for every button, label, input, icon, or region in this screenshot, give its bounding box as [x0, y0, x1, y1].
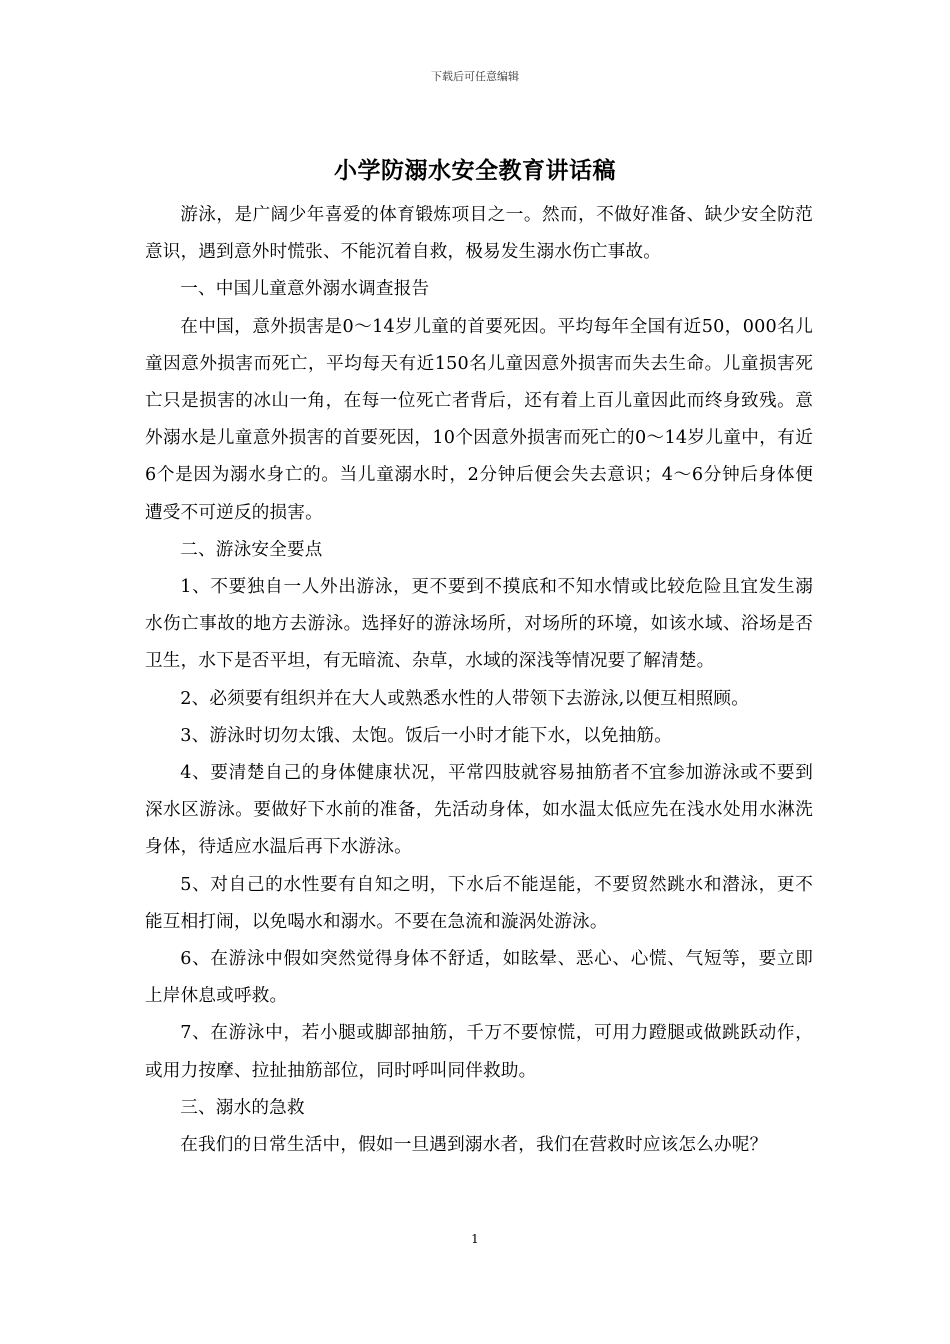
safety-point-6: 6、在游泳中假如突然觉得身体不舒适，如眩晕、恶心、心慌、气短等，要立即上岸休息或呼救。 [145, 949, 813, 1007]
paragraph-rescue-question: 在我们的日常生活中，假如一旦遇到溺水者，我们在营救时应该怎么办呢？ [180, 1135, 768, 1156]
section-heading-2: 二、游泳安全要点 [180, 539, 323, 560]
safety-point-1: 1、不要独自一人外出游泳，更不要到不摸底和不知水情或比较危险且宜发生溺水伤亡事故的地方去游泳。选择好的游泳场所，对场所的环境，如该水域、浴场是否卫生，水下是否平坦，有无暗流、杂草，水域的深浅等情况要了解清楚。 [145, 577, 813, 672]
page-number: 1 [471, 1232, 479, 1246]
safety-point-3: 3、游泳时切勿太饿、太饱。饭后一小时才能下水，以免抽筋。 [180, 725, 673, 746]
header-note: 下载后可任意编辑 [431, 70, 519, 83]
section-heading-3: 三、溺水的急救 [180, 1097, 305, 1118]
page-title: 小学防溺水安全教育讲话稿 [334, 158, 616, 184]
safety-point-5: 5、对自己的水性要有自知之明，下水后不能逞能，不要贸然跳水和潜泳，更不能互相打闹，以免喝水和溺水。不要在急流和漩涡处游泳。 [145, 874, 813, 932]
section-heading-1: 一、中国儿童意外溺水调查报告 [180, 279, 430, 300]
safety-point-4: 4、要清楚自己的身体健康状况，平常四肢就容易抽筋者不宜参加游泳或不要到深水区游泳。要做好下水前的准备，先活动身体，如水温太低应先在浅水处用水淋洗身体，待适应水温后再下水游泳。 [145, 763, 813, 858]
document-body [145, 197, 813, 1164]
safety-point-2: 2、必须要有组织并在大人或熟悉水性的人带领下去游泳,以便互相照顾。 [180, 688, 749, 709]
paragraph-report: 在中国，意外损害是0～14岁儿童的首要死因。平均每年全国有近50，000名儿童因意外损害而死亡，平均每天有近150名儿童因意外损害而失去生命。儿童损害死亡只是损害的冰山一角，在每一位死亡者背后，还有着上百儿童因此而终身致残。意外溺水是儿童意外损害的首要死因，10个因意外损害而死亡的0～14岁儿童中，有近6个是因为溺水身亡的。当儿童溺水时，2分钟后便会失去意识；4～6分钟后身体便遭受不可逆反的损害。 [145, 316, 813, 523]
safety-point-7: 7、在游泳中，若小腿或脚部抽筋，千万不要惊慌，可用力蹬腿或做跳跃动作，或用力按摩、拉扯抽筋部位，同时呼叫同伴救助。 [145, 1023, 813, 1081]
paragraph-intro: 游泳，是广阔少年喜爱的体育锻炼项目之一。然而，不做好准备、缺少安全防范意识，遇到意外时慌张、不能沉着自救，极易发生溺水伤亡事故。 [145, 205, 813, 263]
